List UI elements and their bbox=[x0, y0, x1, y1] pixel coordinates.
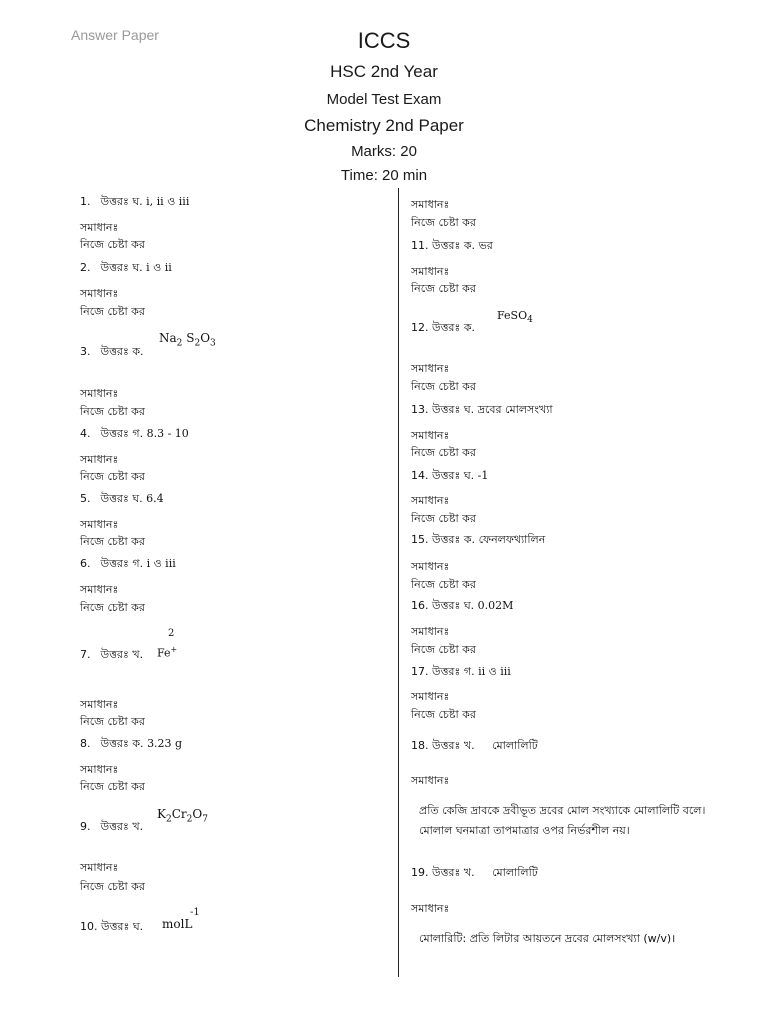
solution-text: নিজে চেষ্টা কর bbox=[411, 282, 476, 295]
answer-8: 8. উত্তরঃ ক. 3.23 g bbox=[80, 737, 183, 750]
charge-number: 2 bbox=[168, 628, 175, 639]
solution-text: নিজে চেষ্টা কর bbox=[411, 216, 476, 229]
answer-10: 10. উত্তরঃ ঘ. bbox=[80, 920, 144, 933]
solution-label: সমাধানঃ bbox=[411, 902, 450, 915]
total-marks: Marks: 20 bbox=[351, 143, 417, 160]
answer-19: 19. উত্তরঃ খ. মোলালিটি bbox=[411, 866, 538, 879]
solution-text: নিজে চেষ্টা কর bbox=[80, 601, 145, 614]
answer-6: 6. উত্তরঃ গ. i ও iii bbox=[80, 557, 176, 570]
answer-18: 18. উত্তরঃ খ. মোলালিটি bbox=[411, 739, 538, 752]
answer-paper-watermark: Answer Paper bbox=[71, 27, 159, 43]
solution-text: নিজে চেষ্টা কর bbox=[411, 380, 476, 393]
solution-label: সমাধানঃ bbox=[411, 774, 450, 787]
solution-text: নিজে চেষ্টা কর bbox=[411, 643, 476, 656]
answer-7: 7. উত্তরঃ খ. bbox=[80, 648, 144, 661]
solution-label: সমাধানঃ bbox=[80, 221, 119, 234]
answer-16: 16. উত্তরঃ ঘ. 0.02M bbox=[411, 599, 514, 612]
school-name: ICCS bbox=[357, 28, 411, 53]
solution-label: সমাধানঃ bbox=[80, 583, 119, 596]
exam-time: Time: 20 min bbox=[340, 167, 428, 184]
solution-text: নিজে চেষ্টা কর bbox=[80, 470, 145, 483]
answer-4: 4. উত্তরঃ গ. 8.3 - 10 bbox=[80, 427, 189, 440]
answer-15: 15. উত্তরঃ ক. ফেনলফথ্যালিন bbox=[411, 533, 546, 546]
formula-sodium-thiosulfate: $Na_2$ $S_2O_3$ bbox=[159, 331, 216, 349]
exam-name: Model Test Exam bbox=[326, 91, 442, 108]
solution-label: সমাধানঃ bbox=[411, 362, 450, 375]
column-divider bbox=[398, 188, 399, 977]
solution-label: সমাধানঃ bbox=[80, 387, 119, 400]
answer-12: 12. উত্তরঃ ক. bbox=[411, 321, 476, 334]
solution-label: সমাধানঃ bbox=[411, 429, 450, 442]
formula-molar-unit: molL bbox=[162, 917, 193, 931]
solution-label: সমাধানঃ bbox=[411, 690, 450, 703]
solution-label: সমাধানঃ bbox=[80, 453, 119, 466]
solution-text: নিজে চেষ্টা কর bbox=[411, 578, 476, 591]
solution-text: নিজে চেষ্টা কর bbox=[411, 708, 476, 721]
solution-label: সমাধানঃ bbox=[411, 265, 450, 278]
answer-5: 5. উত্তরঃ ঘ. 6.4 bbox=[80, 492, 164, 505]
solution-text: নিজে চেষ্টা কর bbox=[80, 780, 145, 793]
solution-label: সমাধানঃ bbox=[80, 861, 119, 874]
answer-2: 2. উত্তরঃ ঘ. i ও ii bbox=[80, 261, 172, 274]
explanation-molality-line-2: মোলাল ঘনমাত্রা তাপমাত্রার ওপর নির্ভরশীল নয়। bbox=[419, 824, 630, 837]
solution-label: সমাধানঃ bbox=[411, 625, 450, 638]
solution-label: সমাধানঃ bbox=[80, 763, 119, 776]
solution-text: নিজে চেষ্টা কর bbox=[80, 238, 145, 251]
answer-1: 1. উত্তরঃ ঘ. i, ii ও iii bbox=[80, 195, 190, 208]
answer-17: 17. উত্তরঃ গ. ii ও iii bbox=[411, 665, 511, 678]
solution-label: সমাধানঃ bbox=[80, 518, 119, 531]
solution-label: সমাধানঃ bbox=[411, 198, 450, 211]
solution-label: সমাধানঃ bbox=[80, 287, 119, 300]
class-name: HSC 2nd Year bbox=[330, 62, 438, 81]
subject-name: Chemistry 2nd Paper bbox=[304, 116, 464, 135]
solution-label: সমাধানঃ bbox=[80, 698, 119, 711]
solution-text: নিজে চেষ্টা কর bbox=[411, 512, 476, 525]
solution-text: নিজে চেষ্টা কর bbox=[80, 535, 145, 548]
formula-ferrous-sulfate: FeSO$_4$ bbox=[497, 309, 533, 326]
formula-potassium-dichromate: $K_2Cr_2O_7$ bbox=[157, 807, 208, 825]
answer-11: 11. উত্তরঃ ক. ভর bbox=[411, 239, 493, 252]
answer-3: 3. উত্তরঃ ক. bbox=[80, 345, 144, 358]
solution-text: নিজে চেষ্টা কর bbox=[80, 405, 145, 418]
solution-label: সমাধানঃ bbox=[411, 560, 450, 573]
solution-text: নিজে চেষ্টা কর bbox=[80, 715, 145, 728]
answer-9: 9. উত্তরঃ খ. bbox=[80, 820, 144, 833]
explanation-molarity: মোলারিটি: প্রতি লিটার আয়তনে দ্রবের মোলসংখ্যা (w/v)। bbox=[419, 932, 676, 945]
solution-label: সমাধানঃ bbox=[411, 494, 450, 507]
solution-text: নিজে চেষ্টা কর bbox=[80, 305, 145, 318]
solution-text: নিজে চেষ্টা কর bbox=[411, 446, 476, 459]
explanation-molality-line-1: প্রতি কেজি দ্রাবকে দ্রবীভূত দ্রবের মোল সংখ্যাকে মোলালিটি বলে। bbox=[419, 804, 706, 817]
formula-iron-ion: Fe+ bbox=[157, 645, 178, 660]
answer-14: 14. উত্তরঃ ঘ. -1 bbox=[411, 469, 489, 482]
answer-13: 13. উত্তরঃ ঘ. দ্রবের মোলসংখ্যা bbox=[411, 403, 553, 416]
solution-text: নিজে চেষ্টা কর bbox=[80, 880, 145, 893]
unit-exponent: -1 bbox=[190, 907, 200, 918]
